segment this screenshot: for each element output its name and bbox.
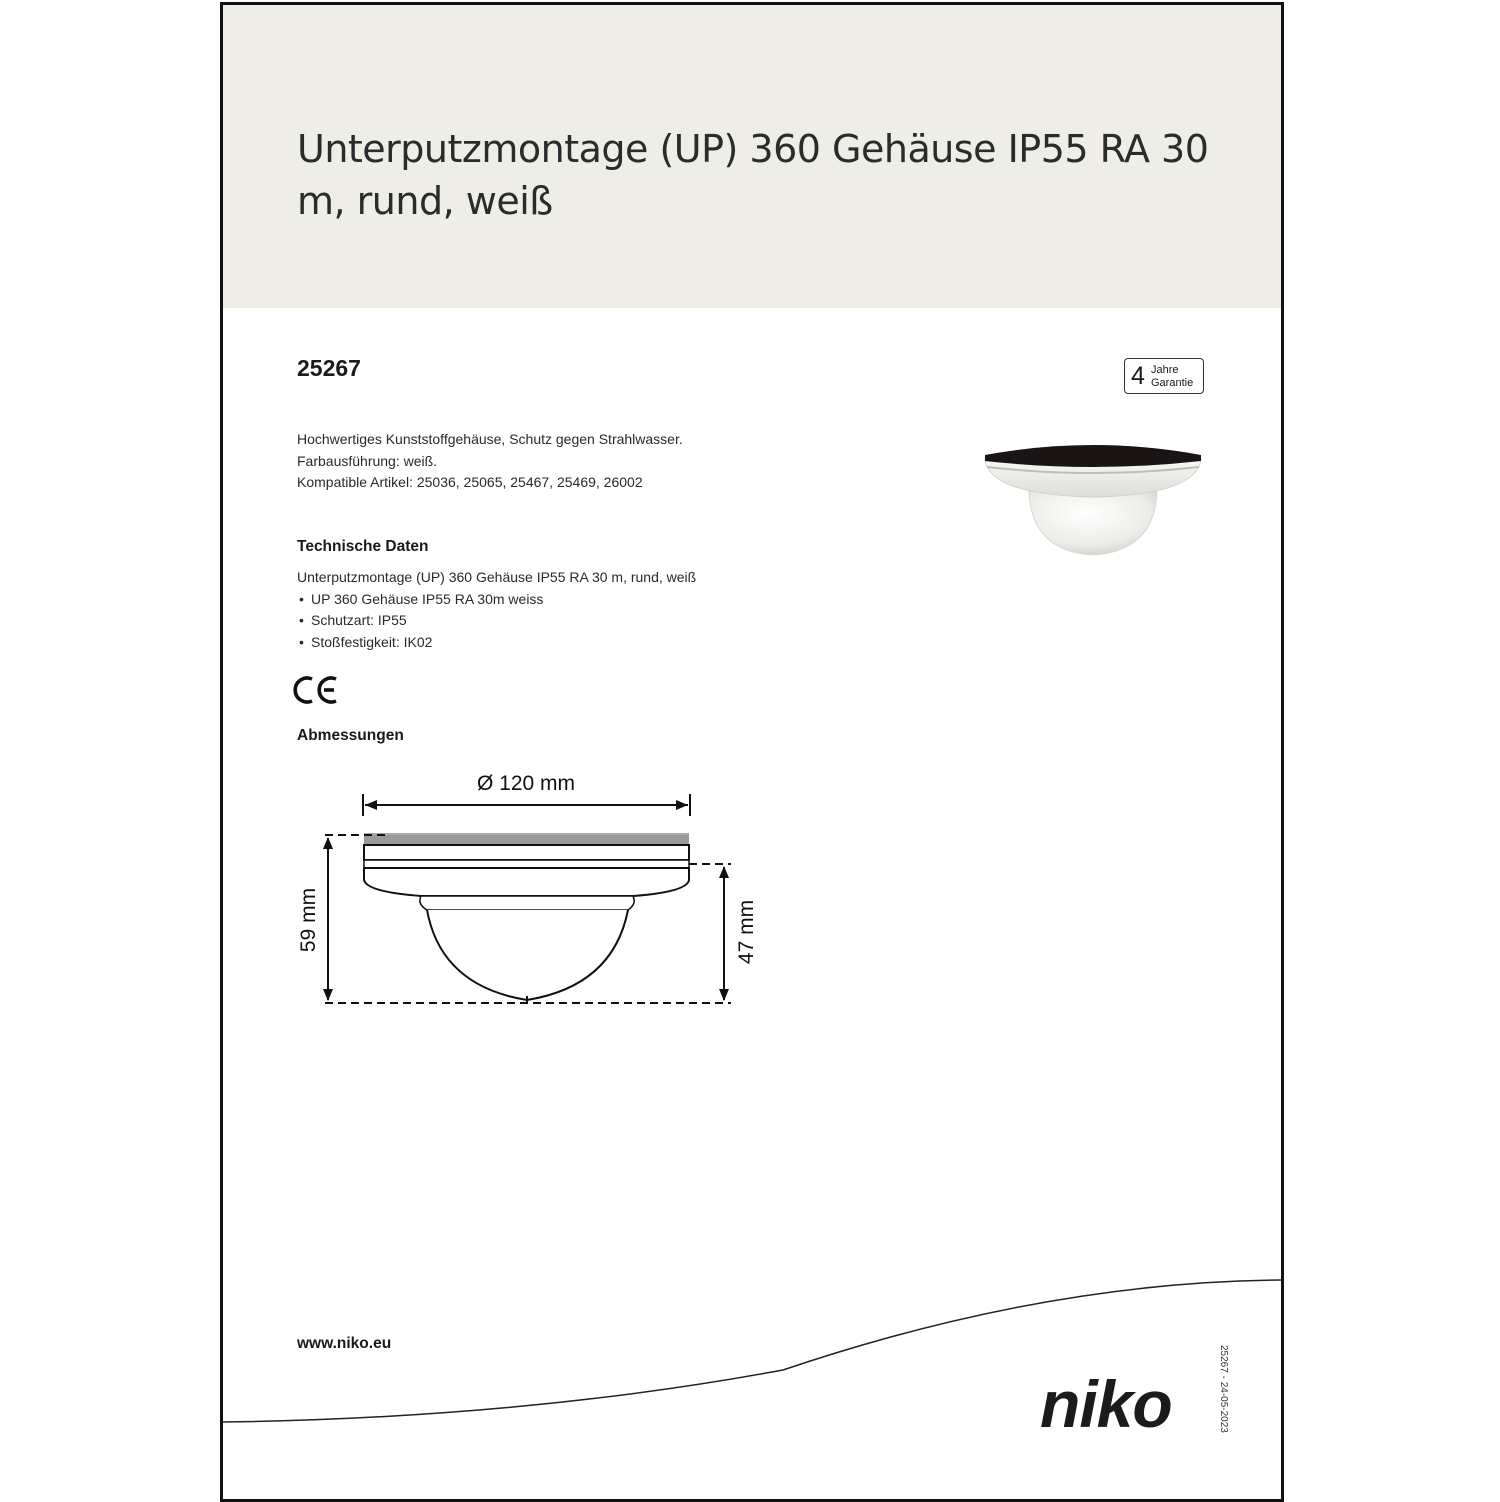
technical-item: • Schutzart: IP55 [297, 610, 897, 632]
warranty-years: 4 [1131, 362, 1145, 390]
dimension-drawing [297, 760, 783, 1020]
description [297, 429, 857, 494]
dimensions-heading: Abmessungen [297, 727, 404, 744]
brand-logo: niko [1040, 1367, 1172, 1441]
article-number: 25267 [297, 355, 361, 381]
document-code: 25267 - 24-05-2023 [1218, 1345, 1229, 1433]
total-height-label: 59 mm [297, 887, 320, 953]
page-title: Unterputzmontage (UP) 360 Gehäuse IP55 RA 30 m, rund, weiß [297, 127, 1209, 223]
website-link[interactable]: www.niko.eu [297, 1335, 392, 1352]
warranty-line2: Garantie [1151, 377, 1194, 389]
description-line: Kompatible Artikel: 25036, 25065, 25467, 25469, 26002 [297, 474, 643, 490]
technical-list [297, 589, 897, 654]
visible-height-label: 47 mm [735, 899, 758, 965]
description-line: Farbausführung: weiß. [297, 452, 438, 469]
datasheet-page [220, 2, 1284, 1502]
warranty-badge [1124, 358, 1204, 394]
diameter-label: Ø 120 mm [476, 772, 576, 795]
technical-item: • UP 360 Gehäuse IP55 RA 30m weiss [297, 589, 897, 611]
technical-data [297, 567, 897, 653]
ce-mark-icon [293, 673, 341, 707]
technical-item: • Stoßfestigkeit: IK02 [297, 632, 897, 654]
warranty-line1: Jahre [1151, 364, 1179, 376]
technical-summary: Unterputzmontage (UP) 360 Gehäuse IP55 RA 30 m, rund, weiß [297, 569, 697, 585]
description-line: Hochwertiges Kunststoffgehäuse, Schutz gegen Strahlwasser. [297, 431, 683, 447]
technical-heading: Technische Daten [297, 538, 429, 555]
product-photo [979, 433, 1209, 563]
